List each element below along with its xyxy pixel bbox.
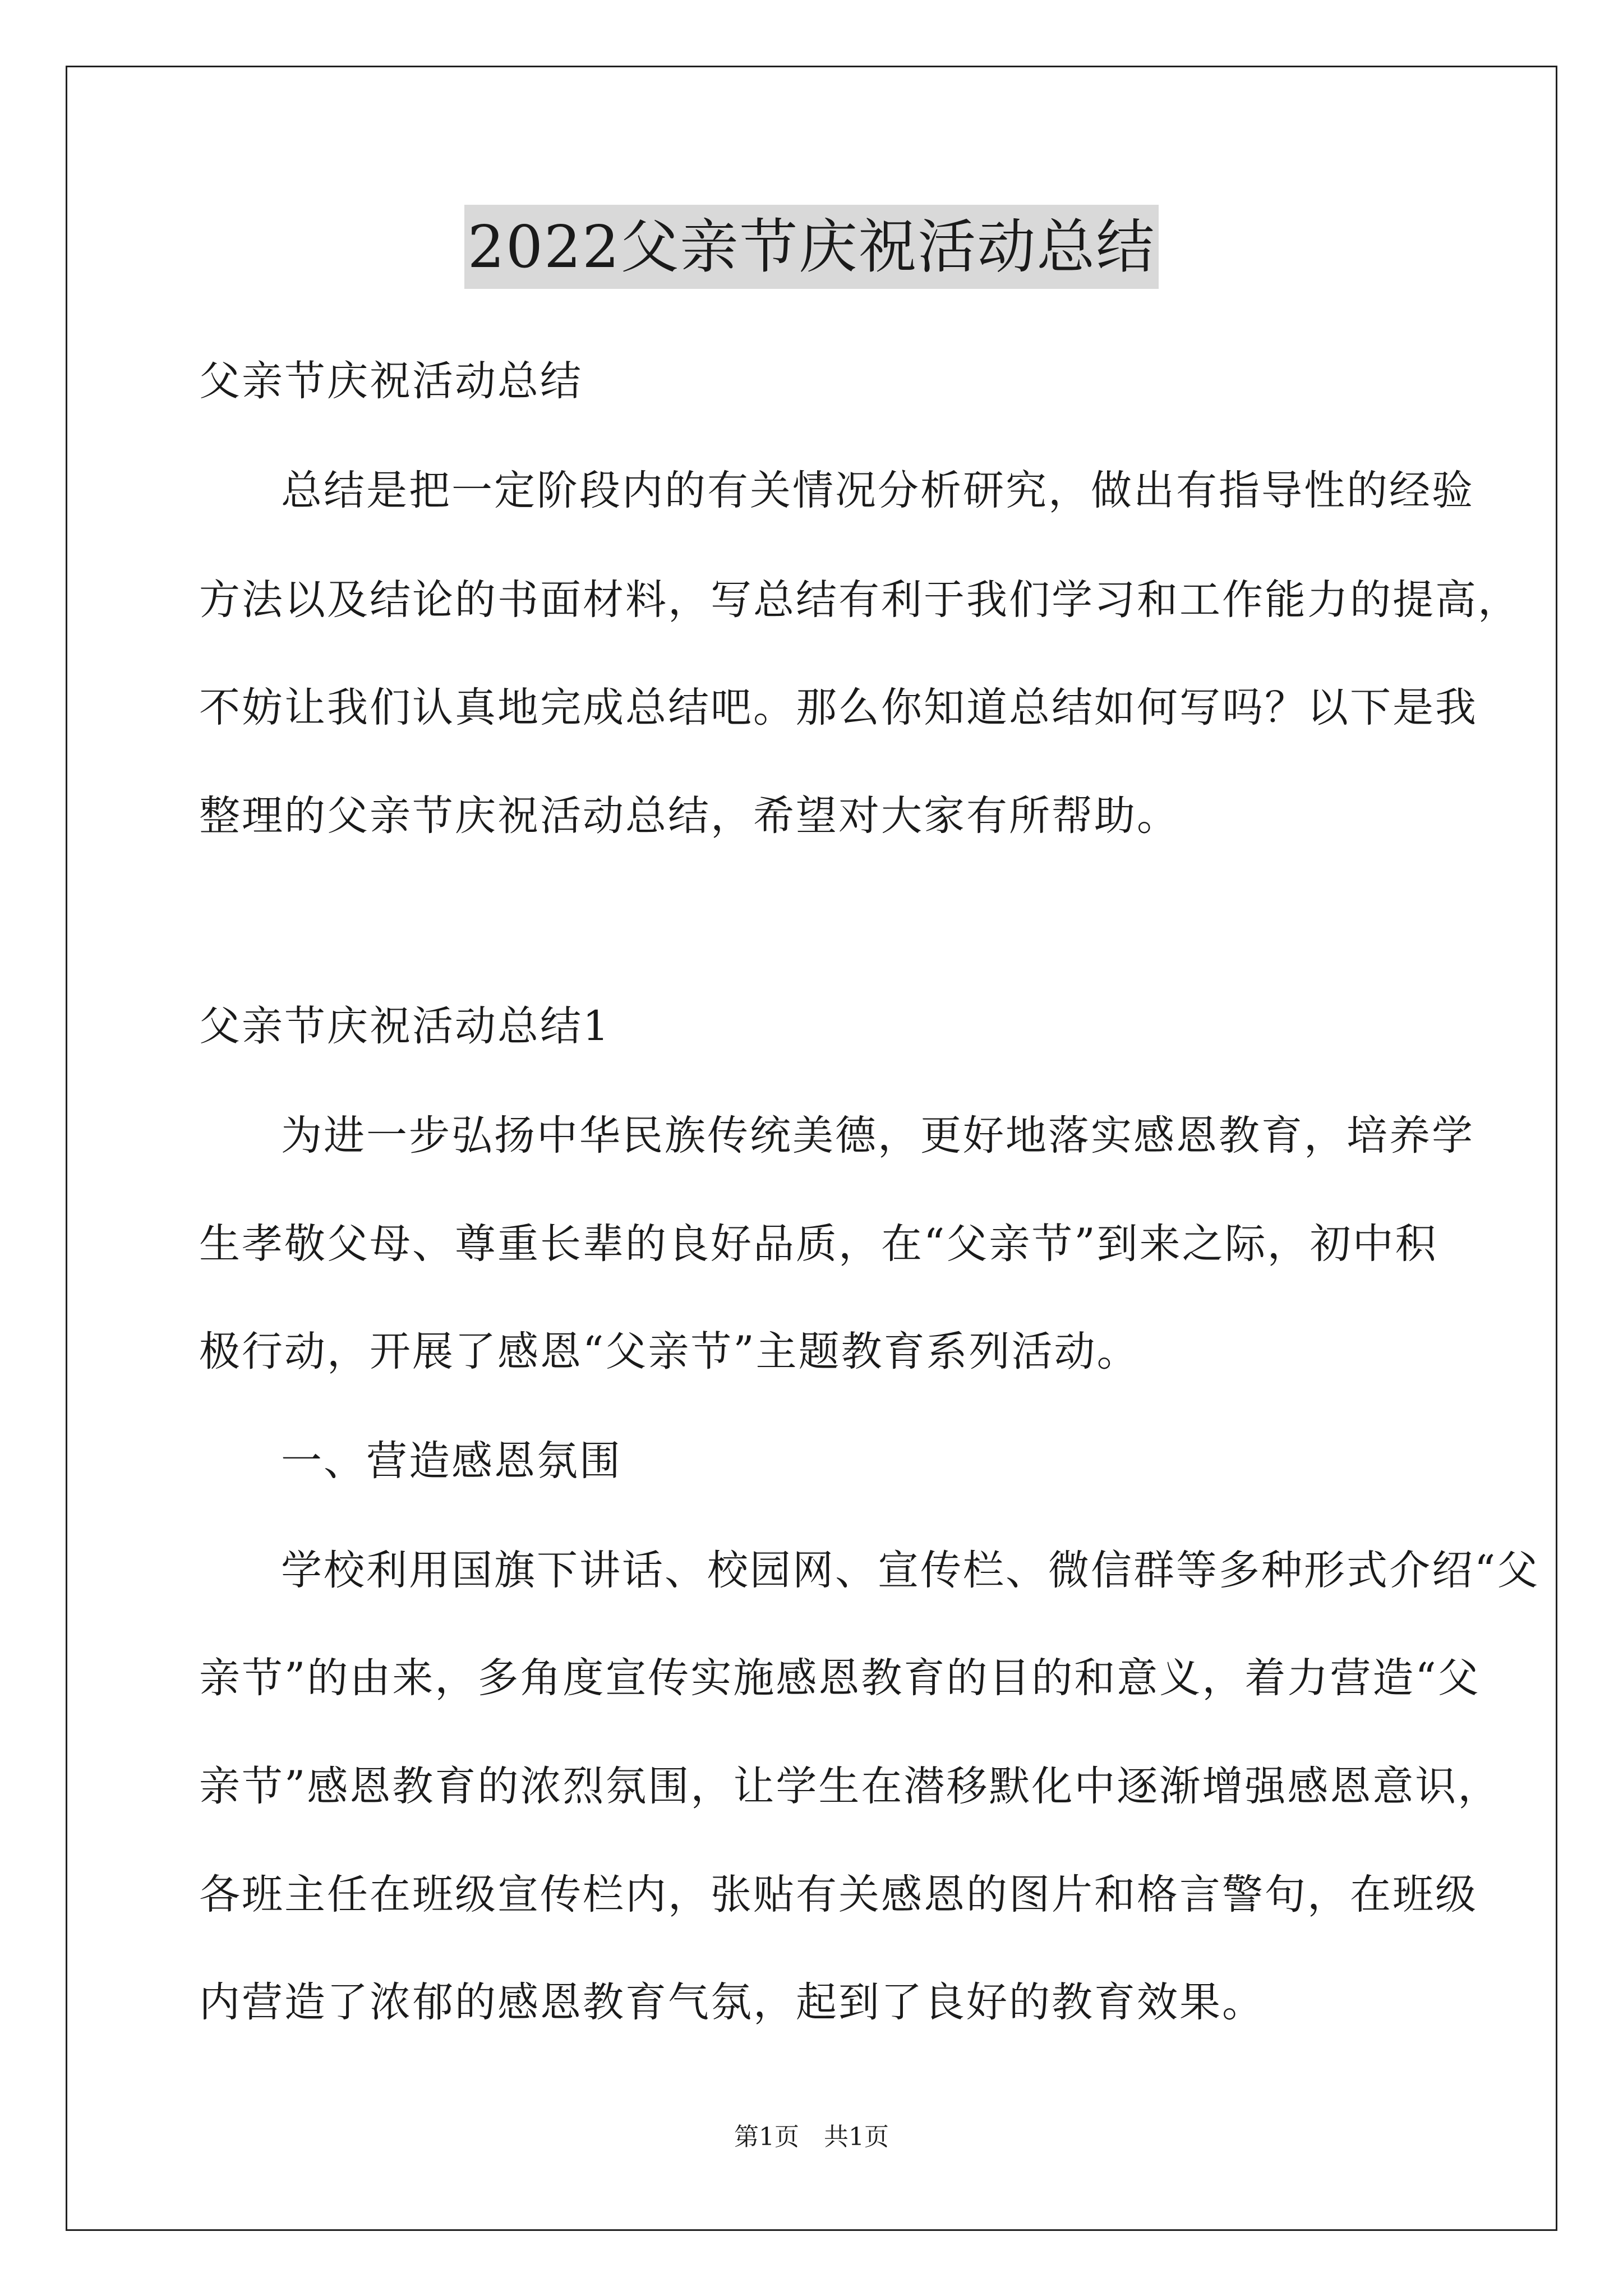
- paragraph-line: 总结是把一定阶段内的有关情况分析研究，做出有指导性的经验: [281, 467, 1474, 514]
- page-footer: 第1页 共1页: [734, 2123, 889, 2151]
- subsection-heading: 一、营造感恩氛围: [281, 1437, 622, 1485]
- document-title: 2022父亲节庆祝活动总结: [464, 205, 1159, 289]
- paragraph-line: 生孝敬父母、尊重长辈的良好品质，在“父亲节”到来之际，初中积: [199, 1220, 1438, 1268]
- section-heading: 父亲节庆祝活动总结1: [199, 1002, 611, 1050]
- paragraph-line: 学校利用国旗下讲话、校园网、宣传栏、微信群等多种形式介绍“父: [281, 1547, 1540, 1594]
- paragraph-line: 方法以及结论的书面材料，写总结有利于我们学习和工作能力的提高，: [199, 576, 1520, 624]
- paragraph-line: 内营造了浓郁的感恩教育气氛，起到了良好的教育效果。: [199, 1978, 1265, 2026]
- intro-heading: 父亲节庆祝活动总结: [199, 357, 583, 405]
- paragraph-line: 极行动，开展了感恩“父亲节”主题教育系列活动。: [199, 1328, 1140, 1375]
- paragraph-line: 各班主任在班级宣传栏内，张贴有关感恩的图片和格言警句，在班级: [199, 1871, 1478, 1918]
- paragraph-line: 亲节”感恩教育的浓烈氛围，让学生在潜移默化中逐渐增强感恩意识，: [199, 1763, 1501, 1810]
- paragraph-line: 为进一步弘扬中华民族传统美德，更好地落实感恩教育，培养学: [281, 1112, 1474, 1159]
- title-container: [0, 205, 1623, 289]
- paragraph-line: 整理的父亲节庆祝活动总结，希望对大家有所帮助。: [199, 792, 1179, 840]
- paragraph-line: 亲节”的由来，多角度宣传实施感恩教育的目的和意义，着力营造“父: [199, 1654, 1481, 1702]
- paragraph-line: 不妨让我们认真地完成总结吧。那么你知道总结如何写吗？以下是我: [199, 684, 1478, 731]
